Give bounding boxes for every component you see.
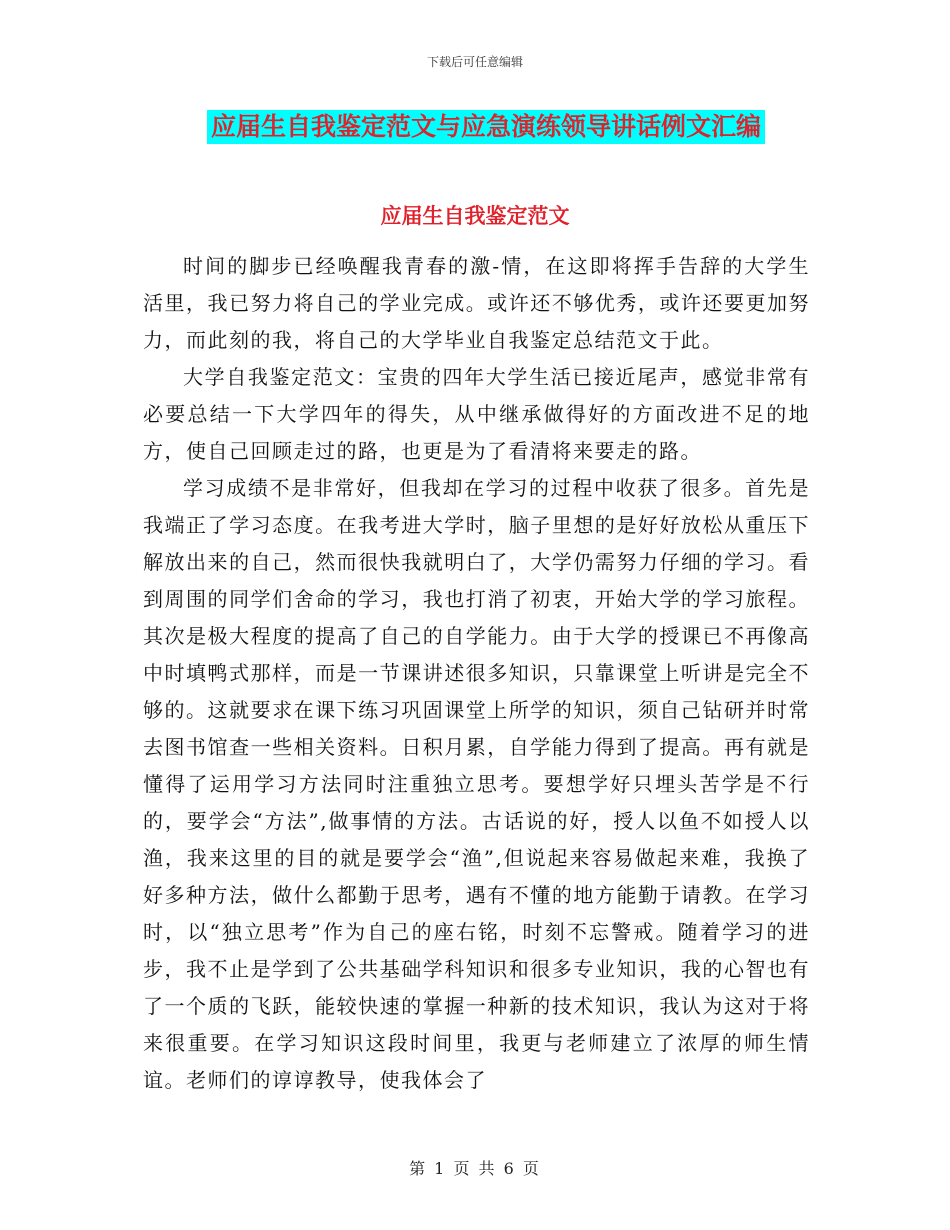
- document-body: [143, 248, 810, 1099]
- section-title: 应届生自我鉴定范文: [380, 204, 570, 228]
- header-note: 下载后可任意编辑: [426, 55, 523, 69]
- document-main-title: 应届生自我鉴定范文与应急演练领导讲话例文汇编: [207, 110, 765, 144]
- page-number-footer: 第 1 页 共 6 页: [409, 1159, 541, 1178]
- paragraph-summary: 大学自我鉴定范文：宝贵的四年大学生活已接近尾声，感觉非常有必要总结一下大学四年的得失，从中继承做得好的方面改进不足的地方，使自己回顾走过的路，也更是为了看清将来要走的路。: [143, 365, 810, 463]
- paragraph-study: 学习成绩不是非常好，但我却在学习的过程中收获了很多。首先是我端正了学习态度。在我考进大学时，脑子里想的是好好放松从重压下解放出来的自己，然而很快我就明白了，大学仍需努力仔细的学习。看到周围的同学们舍命的学习，我也打消了初衷，开始大学的学习旅程。其次是极大程度的提高了自己的自学能力。由于大学的授课已不再像高中时填鸭式那样，而是一节课讲述很多知识，只靠课堂上听讲是完全不够的。这就要求在课下练习巩固课堂上所学的知识，须自己钻研并时常去图书馆查一些相关资料。日积月累，自学能力得到了提高。再有就是懂得了运用学习方法同时注重独立思考。要想学好只埋头苦学是不行的，要学会“方法”,做事情的方法。古话说的好，授人以鱼不如授人以渔，我来这里的目的就是要学会“渔”,但说起来容易做起来难，我换了好多种方法，做什么都勤于思考，遇有不懂的地方能勤于请教。在学习时，以“独立思考”作为自己的座右铭，时刻不忘警戒。随着学习的进步，我不止是学到了公共基础学科知识和很多专业知识，我的心智也有了一个质的飞跃，能较快速的掌握一种新的技术知识，我认为这对于将来很重要。在学习知识这段时间里，我更与老师建立了浓厚的师生情谊。老师们的谆谆教导，使我体会了: [143, 476, 810, 1092]
- paragraph-intro: 时间的脚步已经唤醒我青春的激-情，在这即将挥手告辞的大学生活里，我已努力将自己的学业完成。或许还不够优秀，或许还要更加努力，而此刻的我，将自己的大学毕业自我鉴定总结范文于此。: [143, 254, 810, 352]
